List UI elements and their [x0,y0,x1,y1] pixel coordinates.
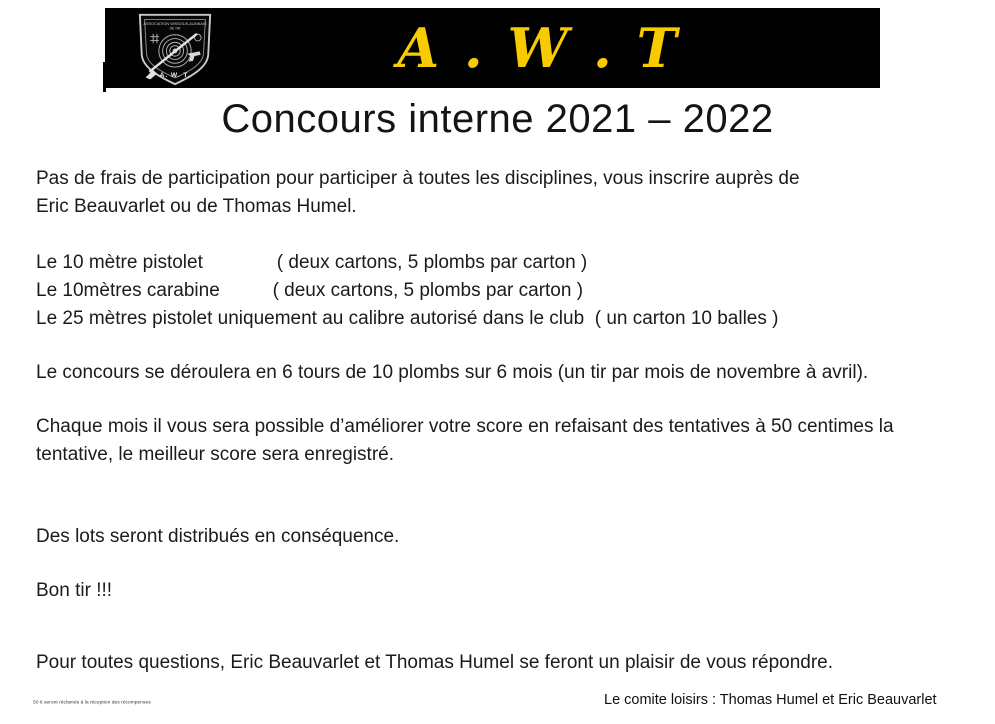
paragraph-retries [36,413,988,469]
committee-signature: Le comite loisirs : Thomas Humel et Eric Beauvarlet [604,692,937,708]
text-line: Pour toutes questions, Eric Beauvarlet et Thomas Humel se feront un plaisir de vous répondre. [36,652,834,673]
text-line: Le 10mètres carabine ( deux cartons, 5 plombs par carton ) [36,280,584,301]
paragraph-schedule [36,359,988,387]
paragraph-disciplines [36,249,988,333]
paragraph-contact [36,649,988,677]
text-line: Chaque mois il vous sera possible d’améliorer votre score en refaisant des tentatives à 50 centimes la [36,416,894,437]
text-line: Le 10 mètre pistolet ( deux cartons, 5 plombs par carton ) [36,252,588,273]
left-margin-mark [103,62,106,92]
text-line: Eric Beauvarlet ou de Thomas Humel. [36,196,357,217]
text-line: Le concours se déroulera en 6 tours de 10 plombs sur 6 mois (un tir par mois de novembre à avril). [36,362,869,383]
paragraph-good-luck [36,577,988,605]
club-banner [105,8,880,88]
logo-monogram: A. W. T. [159,72,191,80]
text-line: Le 25 mètres pistolet uniquement au calibre autorisé dans le club ( un carton 10 balles ) [36,308,779,329]
banner-club-initials: A . W . T [397,16,680,80]
text-line: Des lots seront distribués en conséquence. [36,526,400,547]
paragraph-intro [36,165,988,221]
paragraph-prizes [36,523,988,551]
text-line: Pas de frais de participation pour participer à toutes les disciplines, vous inscrire auprès de [36,168,800,189]
logo-arc-text-line1: ASSOCIATION WISSOUS-ALBINAIS [143,21,207,26]
logo-arc-text-line2: DE TIR [169,26,181,31]
document-body [36,165,988,677]
page-title: Concours interne 2021 – 2022 [221,97,774,141]
text-line: tentative, le meilleur score sera enregistré. [36,444,394,465]
text-line: Bon tir !!! [36,580,113,601]
footnote-fee: 50 € seront réclamés à la réception des récompenses [33,699,151,705]
